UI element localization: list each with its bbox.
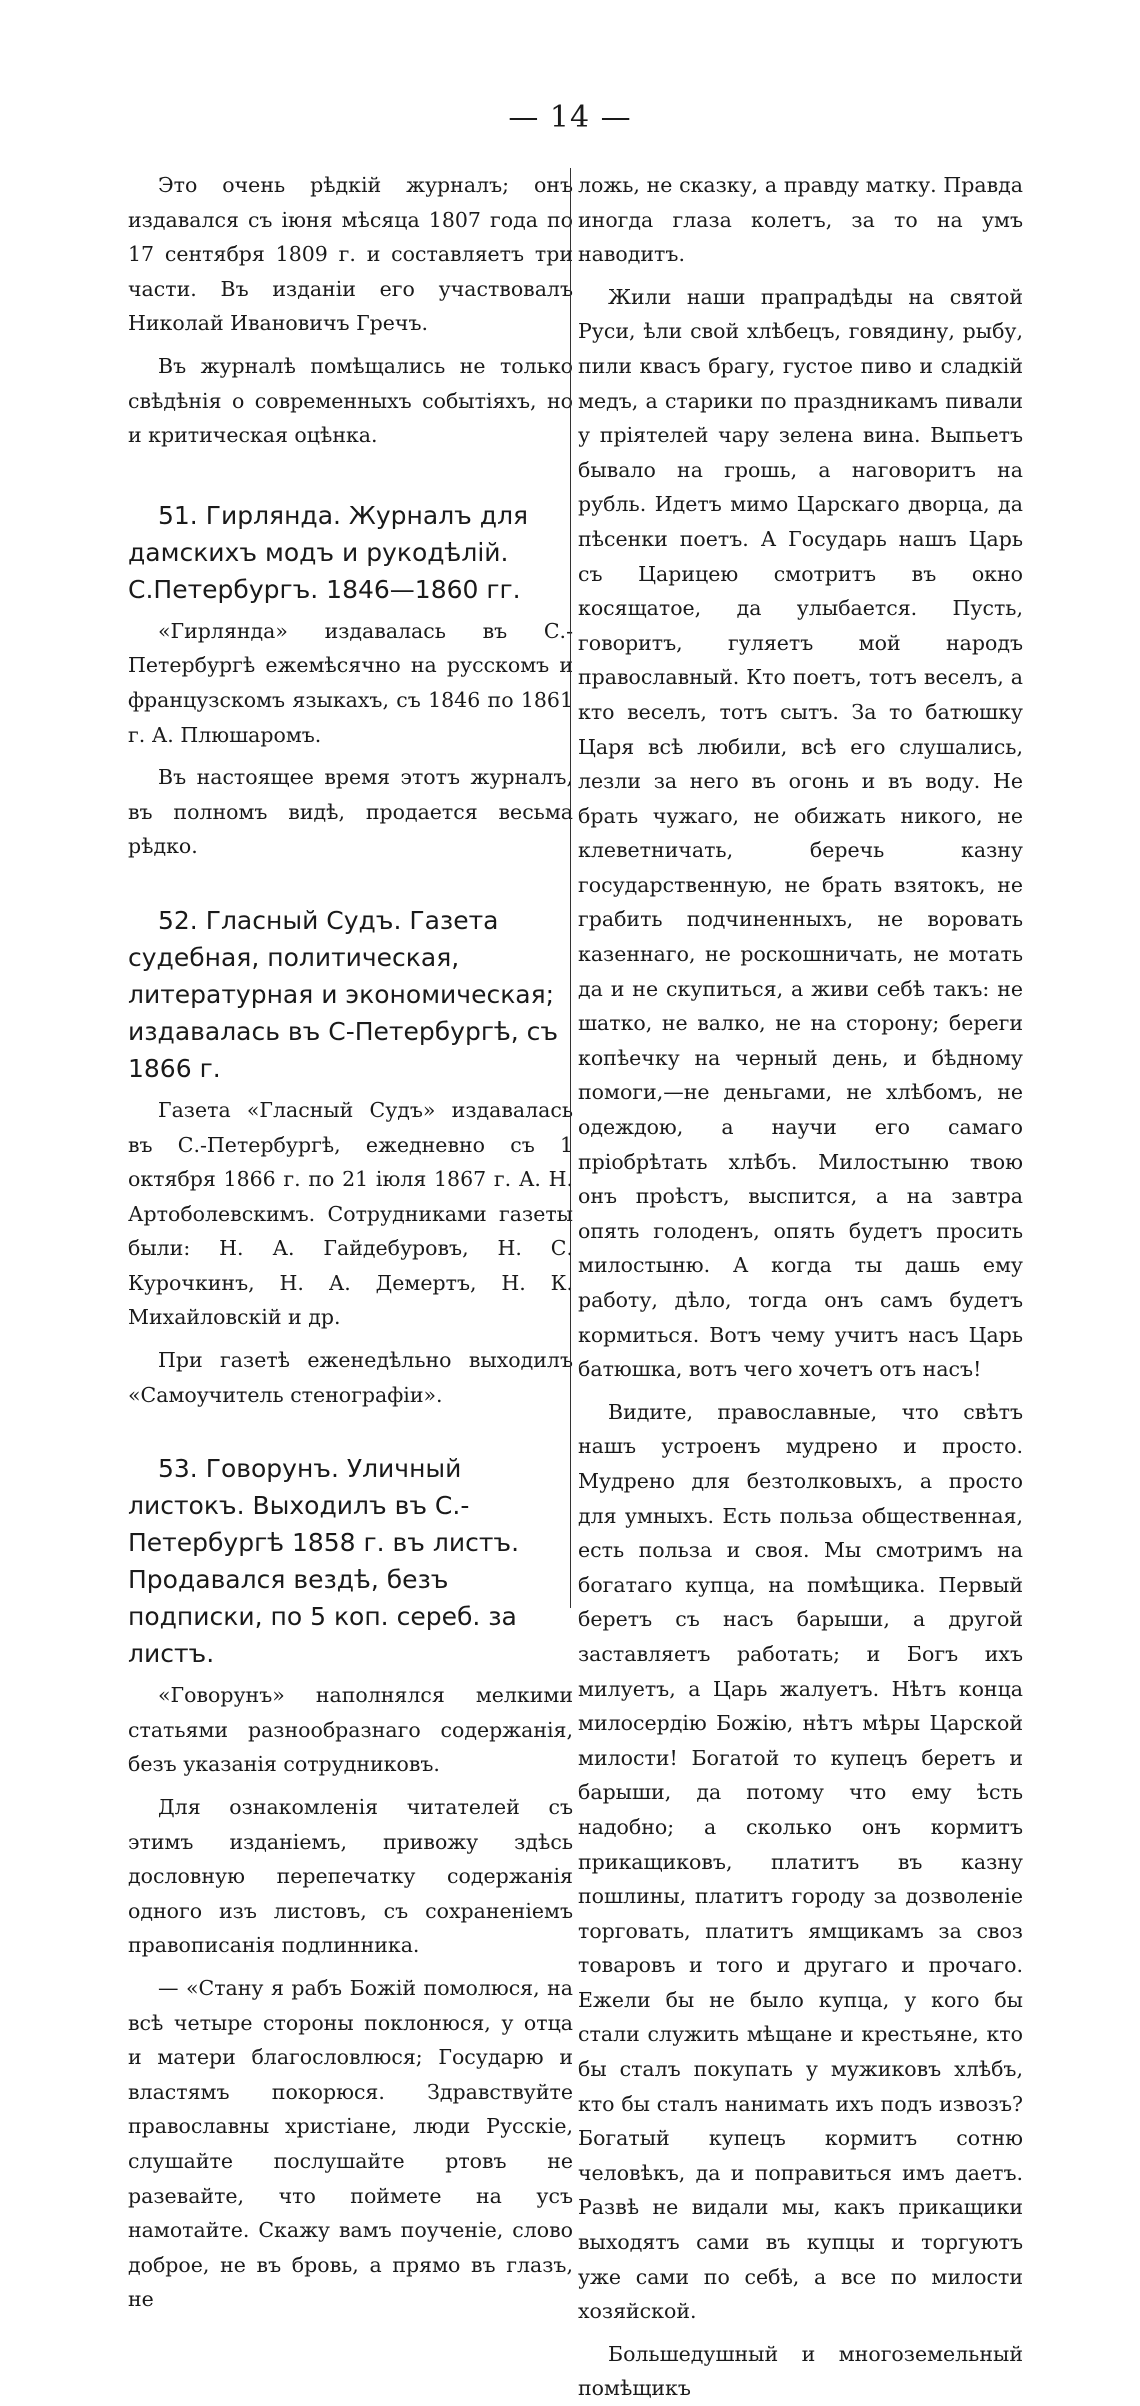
entry-52-heading: 52. Гласный Судъ. Газета судебная, политическая, литературная и экономическая; издавалась въ С-Петербургѣ, съ 1866 г. (128, 905, 559, 1083)
entry-51-heading: 51. Гирлянда. Журналъ для дамскихъ модъ и рукодѣлій. С.Петербургъ. 1846—1860 гг. (128, 500, 529, 604)
right-paragraph-4: Большедушный и многоземельный помѣщикъ (578, 2341, 1023, 2401)
right-paragraph-2: Жили наши прапрадѣды на святой Руси, ѣли свой хлѣбецъ, говядину, рыбу, пили квасъ брагу, густое пиво и сладкій медъ, а старики по праздникамъ пивали у пріятелей чару зелена вина. Выпьетъ бывало на грошь, а наговоритъ на рубль. Идетъ мимо Царскаго дворца, да пѣсенки поетъ. А Государь нашъ Царь съ Царицею смотритъ въ окно косящатое, да улыбается. Пусть, говоритъ, гуляетъ мой народъ православный. Кто поетъ, тотъ веселъ, а кто веселъ, тотъ сытъ. За то батюшку Царя всѣ любили, всѣ его слушались, лезли за него въ огонь и въ воду. Не брать чужаго, не обижать никого, не клеветничать, беречь казну государственную, не брать взятокъ, не грабить подчиненныхъ, не воровать казеннаго, не роскошничать, не мотать да и не скупиться, а живи себѣ такъ: не шатко, не валко, не на сторону; береги копѣечку на черный день, и бѣдному помоги,—не деньгами, не хлѣбомъ, не одеждою, а научи его самаго пріобрѣтать хлѣбъ. Милостыню твою онъ проѣстъ, выспится, а на завтра опять голоденъ, опять будетъ просить милостыню. А когда ты дашь ему работу, дѣло, тогда онъ самъ будетъ кормиться. Вотъ чему учитъ насъ Царь батюшка, вотъ чего хочетъ отъ насъ! (578, 284, 1023, 1382)
entry-51-paragraph-1: «Гирлянда» издавалась въ С.-Петербургѣ ежемѣсячно на русскомъ и французскомъ языкахъ, съ 1846 по 1861 г. А. Плюшаромъ. (128, 618, 573, 747)
page-number: — 14 — (508, 100, 632, 135)
entry-53-paragraph-1: «Говорунъ» наполнялся мелкими статьями разнообразнаго содержанія, безъ указанія сотрудниковъ. (128, 1683, 573, 1777)
entry-53-heading: 53. Говорунъ. Уличный листокъ. Выходилъ въ С.-Петербургѣ 1858 г. въ листъ. Продавался вездѣ, безъ подписки, по 5 коп. сереб. за листъ. (128, 1454, 520, 1669)
entry-52-paragraph-2: При газетѣ еженедѣльно выходилъ «Самоучитель стенографіи». (128, 1348, 573, 1407)
entry-52-paragraph-1: Газета «Гласный Судъ» издавалась въ С.-Петербургѣ, ежедневно съ 1 октября 1866 г. по 21 іюля 1867 г. А. Н. Артоболевскимъ. Сотрудниками газеты были: Н. А. Гайдебуровъ, Н. С. Курочкинъ, Н. А. Демертъ, Н. К. Михайловскій и др. (128, 1097, 573, 1330)
column-divider (570, 168, 571, 1608)
right-paragraph-1: ложь, не сказку, а правду матку. Правда иногда глаза колетъ, за то на умъ наводитъ. (578, 173, 1023, 267)
entry-53-paragraph-3: — «Стану я рабъ Божій помолюся, на всѣ четыре стороны поклонюся, у отца и матери благословлюся; Государю и властямъ покорюся. Здравствуйте православны христіане, люди Русскіе, слушайте послушайте ртовъ не разевайте, что поймете на усъ намотайте. Скажу вамъ поученіе, слово доброе, не въ бровь, а прямо въ глазъ, не (128, 1976, 573, 2312)
entry-53-paragraph-2: Для ознакомленія читателей съ этимъ изданіемъ, привожу здѣсь дословную перепечатку содержанія одного изъ листовъ, съ сохраненіемъ правописанія подлинника. (128, 1795, 573, 1958)
left-column (128, 168, 573, 2317)
intro-paragraph-2: Въ журналѣ помѣщались не только свѣдѣнія о современныхъ событіяхъ, но и критическая оцѣнка. (128, 353, 573, 448)
right-paragraph-3: Видите, православные, что свѣтъ нашъ устроенъ мудрено и просто. Мудрено для безтолковыхъ, а просто для умныхъ. Есть польза общественная, есть польза и своя. Мы смотримъ на богатаго купца, на помѣщика. Первый беретъ съ насъ барыши, а другой заставляетъ работать; и Богъ ихъ милуетъ, а Царь жалуетъ. Нѣтъ конца милосердію Божію, нѣтъ мѣры Царской милости! Богатой то купецъ беретъ и барыши, да потому что ему ѣсть надобно; а сколько онъ кормитъ прикащиковъ, платитъ въ казну пошлины, платитъ городу за дозволеніе торговать, платитъ ямщикамъ за своз товаровъ и того и другаго и прочаго. Ежели бы не было купца, у кого бы стали служить мѣщане и крестьяне, кто бы сталъ покупать у мужиковъ хлѣбъ, кто бы сталъ нанимать ихъ подъ извозъ? Богатый купецъ кормитъ сотню человѣкъ, да и поправиться имъ даетъ. Развѣ не видали мы, какъ прикащики выходятъ сами въ купцы и торгуютъ уже сами по себѣ, а все по милости хозяйской. (578, 1399, 1023, 2324)
entry-51-paragraph-2: Въ настоящее время этотъ журналъ, въ полномъ видѣ, продается весьма рѣдко. (128, 765, 573, 859)
intro-paragraph-1: Это очень рѣдкій журналъ; онъ издавался съ іюня мѣсяца 1807 года по 17 сентября 1809 г. и составляетъ три части. Въ изданіи его участвовалъ Николай Ивановичъ Гречъ. (128, 173, 573, 336)
right-column (578, 168, 1023, 2406)
